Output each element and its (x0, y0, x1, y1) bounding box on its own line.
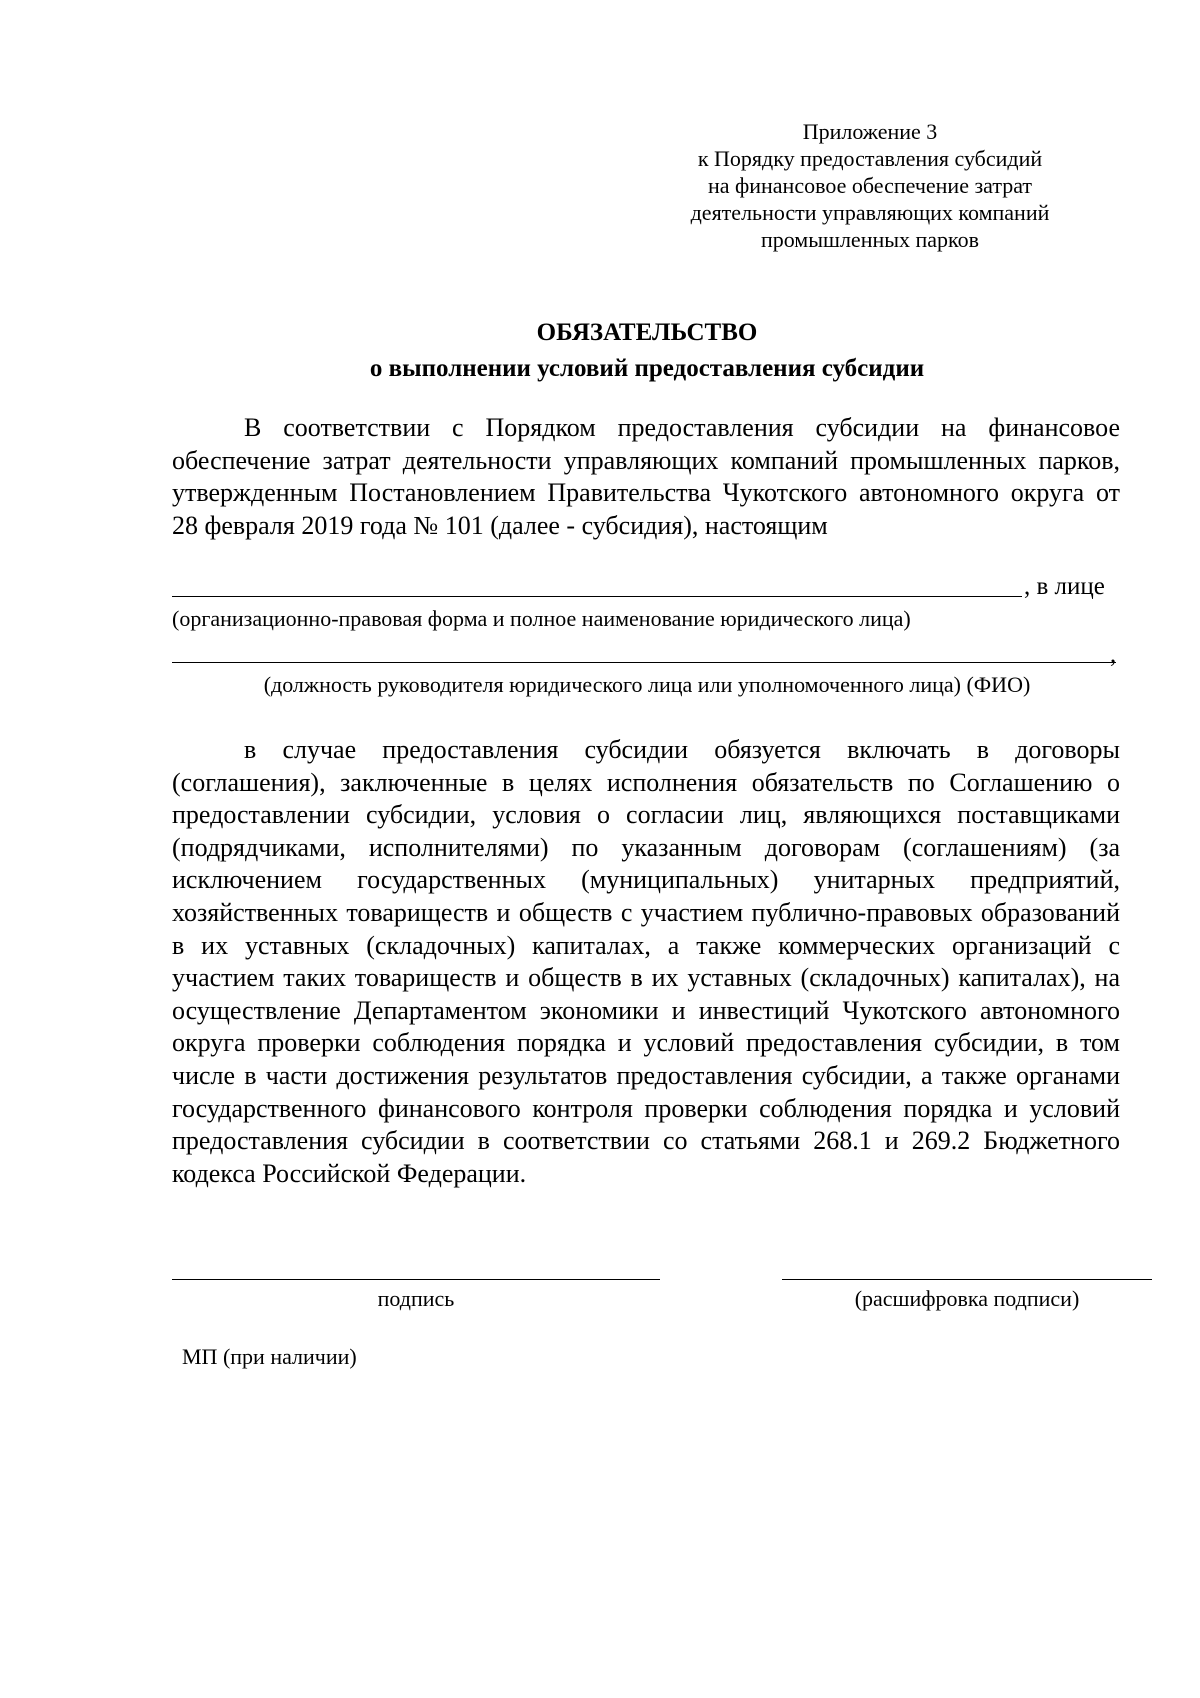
document-subtitle: о выполнении условий предоставления субсидии (369, 355, 925, 382)
signature-decoding-caption: (расшифровка подписи) (854, 1286, 1080, 1311)
obligation-paragraph: в случае предоставления субсидии обязуется включать в договоры (соглашения), заключенные в целях исполнения обязательств по Соглашению о предоставлении субсидии, условия о согласии лиц, являющихся поставщиками (подрядчиками, исполнителями) по указанным договорам (соглашениям) (за исключением государственных (муниципальных) унитарных предприятий, хозяйственных товариществ и обществ с участием публично-правовых образований в их уставных (складочных) капиталах, а также коммерческих организаций с участием таких товариществ и обществ в их уставных (складочных) капиталах), на осуществление Департаментом экономики и инвестиций Чукотского автономного округа проверки соблюдения порядка и условий предоставления субсидии, в том числе в части достижения результатов предоставления субсидии, а также органами государственного финансового контроля проверки соблюдения порядка и условий предоставления субсидии в соответствии со статьями 268.1 и 269.2 Бюджетного кодекса Российской Федерации. (172, 735, 1120, 1188)
signature-decoding-field[interactable] (782, 1279, 1152, 1280)
appendix-line: Приложение 3 (802, 119, 938, 144)
organization-field-suffix: , в лице (1024, 573, 1105, 600)
organization-name-field[interactable] (172, 596, 1022, 597)
representative-field-suffix: , (1110, 641, 1117, 668)
appendix-line: на финансовое обеспечение затрат (707, 173, 1033, 198)
signature-caption: подпись (377, 1286, 455, 1311)
document-title: ОБЯЗАТЕЛЬСТВО (536, 319, 758, 346)
appendix-header (660, 118, 1080, 253)
organization-field-caption: (организационно-правовая форма и полное наименование юридического лица) (172, 606, 911, 631)
appendix-line: промышленных парков (760, 227, 980, 252)
representative-field-caption: (должность руководителя юридического лица или уполномоченного лица) (ФИО) (263, 672, 1031, 697)
representative-field[interactable] (172, 662, 1116, 663)
appendix-line: к Порядку предоставления субсидий (697, 146, 1043, 171)
stamp-note: МП (при наличии) (182, 1344, 357, 1369)
signature-field[interactable] (172, 1279, 660, 1280)
intro-paragraph: В соответствии с Порядком предоставления субсидии на финансовое обеспечение затрат деятельности управляющих компаний промышленных парков, утвержденным Постановлением Правительства Чукотского автономного округа от 28 февраля 2019 года № 101 (далее - субсидия), настоящим (172, 413, 1120, 540)
appendix-line: деятельности управляющих компаний (690, 200, 1050, 225)
